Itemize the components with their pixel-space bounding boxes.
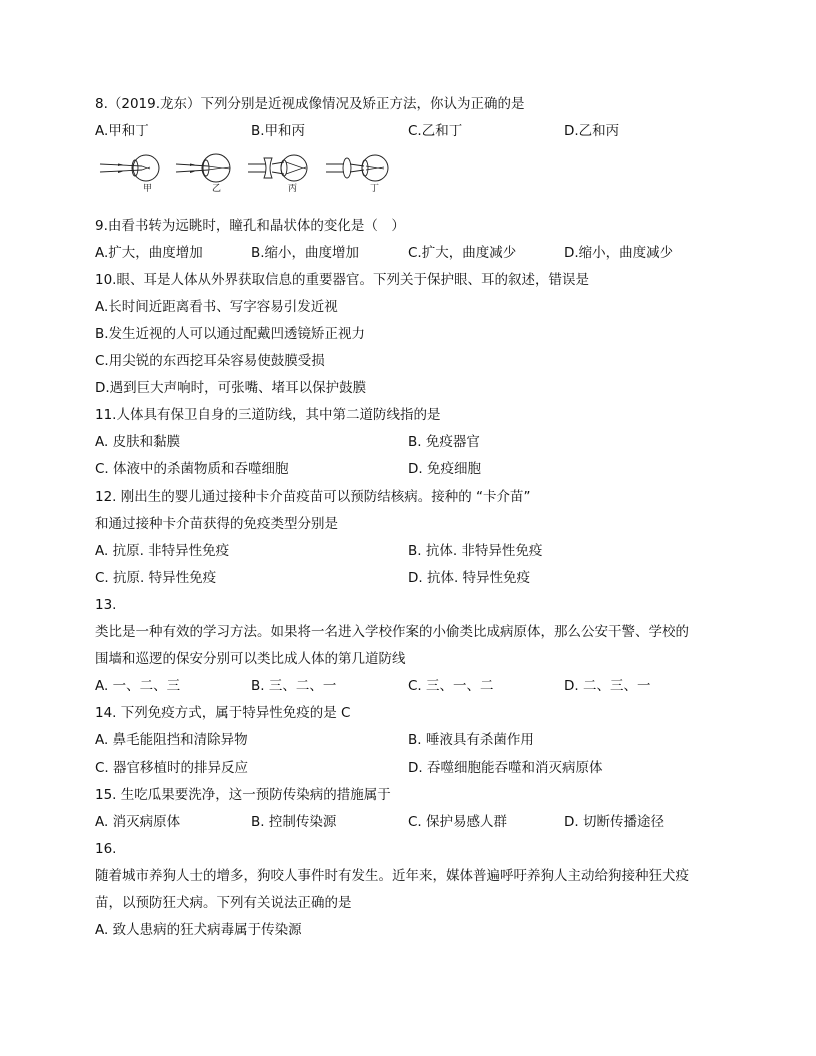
question-13-option-c: C. 三、一、二	[408, 678, 494, 694]
question-12-option-c: C. 抗原. 特异性免疫	[95, 570, 217, 586]
question-8-option-d: D.乙和丙	[564, 123, 620, 139]
question-15-stem: 15. 生吃瓜果要洗净，这一预防传染病的措施属于	[95, 787, 391, 803]
figure-label-yi: 乙	[212, 184, 222, 192]
eye-diagram-ding	[326, 155, 388, 192]
question-15-option-a: A. 消灭病原体	[95, 814, 181, 830]
question-9-option-b: B.缩小，曲度增加	[251, 245, 360, 261]
question-10-stem: 10.眼、耳是人体从外界获取信息的重要器官。下列关于保护眼、耳的叙述，错误是	[95, 272, 589, 288]
question-9-stem: 9.由看书转为远眺时，瞳孔和晶状体的变化是（ ）	[95, 218, 405, 234]
question-10-option-a: A.长时间近距离看书、写字容易引发近视	[95, 299, 338, 315]
figure-label-ding: 丁	[370, 184, 380, 192]
question-11-option-a: A. 皮肤和黏膜	[95, 434, 181, 450]
figure-label-bing: 丙	[288, 184, 298, 192]
question-16-option-a: A. 致人患病的狂犬病毒属于传染源	[95, 922, 302, 938]
question-9-option-a: A.扩大，曲度增加	[95, 245, 203, 261]
question-14-option-a: A. 鼻毛能阻挡和清除异物	[95, 732, 248, 748]
question-13-stem-line2: 围墙和巡逻的保安分别可以类比成人体的第几道防线	[95, 651, 406, 667]
question-8-option-a: A.甲和丁	[95, 123, 149, 139]
question-8-option-c: C.乙和丁	[408, 123, 463, 139]
question-12-option-b: B. 抗体. 非特异性免疫	[408, 543, 543, 559]
eye-diagram-figure	[98, 150, 408, 192]
question-13-stem-line1: 类比是一种有效的学习方法。如果将一名进入学校作案的小偷类比成病原体，那么公安干警、学校的	[95, 624, 689, 640]
question-13-option-b: B. 三、二、一	[251, 678, 337, 694]
question-13-option-d: D. 二、三、一	[564, 678, 651, 694]
question-15-option-d: D. 切断传播途径	[564, 814, 664, 830]
question-11-stem: 11.人体具有保卫自身的三道防线，其中第二道防线指的是	[95, 407, 441, 423]
question-16-stem-line2: 苗，以预防狂犬病。下列有关说法正确的是	[95, 895, 352, 911]
question-12-stem-line1: 12. 刚出生的婴儿通过接种卡介苗疫苗可以预防结核病。接种的 “卡介苗”	[95, 489, 531, 505]
question-11-option-d: D. 免疫细胞	[408, 461, 481, 477]
question-15-option-b: B. 控制传染源	[251, 814, 337, 830]
question-16-stem-line1: 随着城市养狗人士的增多，狗咬人事件时有发生。近年来，媒体普遍呼吁养狗人主动给狗接种狂犬疫	[95, 868, 689, 884]
question-13-number: 13.	[95, 597, 117, 613]
question-14-stem: 14. 下列免疫方式，属于特异性免疫的是 C	[95, 705, 351, 721]
eye-diagram-bing	[248, 155, 307, 192]
question-11-option-b: B. 免疫器官	[408, 434, 480, 450]
question-14-option-c: C. 器官移植时的排异反应	[95, 760, 249, 776]
question-13-option-a: A. 一、二、三	[95, 678, 181, 694]
question-10-option-c: C.用尖锐的东西挖耳朵容易使鼓膜受损	[95, 353, 325, 369]
question-8-option-b: B.甲和丙	[251, 123, 306, 139]
eye-diagram-jia	[100, 155, 159, 192]
question-10-option-b: B.发生近视的人可以通过配戴凹透镜矫正视力	[95, 326, 366, 342]
question-16-number: 16.	[95, 841, 117, 857]
figure-label-jia: 甲	[143, 184, 153, 192]
question-9-option-d: D.缩小，曲度减少	[564, 245, 674, 261]
question-11-option-c: C. 体液中的杀菌物质和吞噬细胞	[95, 461, 289, 477]
question-15-option-c: C. 保护易感人群	[408, 814, 508, 830]
question-14-option-d: D. 吞噬细胞能吞噬和消灭病原体	[408, 760, 603, 776]
question-12-stem-line2: 和通过接种卡介苗获得的免疫类型分别是	[95, 516, 338, 532]
eye-diagram-yi	[176, 154, 230, 192]
question-10-option-d: D.遇到巨大声响时，可张嘴、堵耳以保护鼓膜	[95, 380, 367, 396]
question-14-option-b: B. 唾液具有杀菌作用	[408, 732, 534, 748]
question-8-stem: 8.（2019.龙东）下列分别是近视成像情况及矫正方法，你认为正确的是	[95, 96, 525, 112]
question-9-option-c: C.扩大，曲度减少	[408, 245, 517, 261]
question-12-option-d: D. 抗体. 特异性免疫	[408, 570, 531, 586]
question-12-option-a: A. 抗原. 非特异性免疫	[95, 543, 230, 559]
